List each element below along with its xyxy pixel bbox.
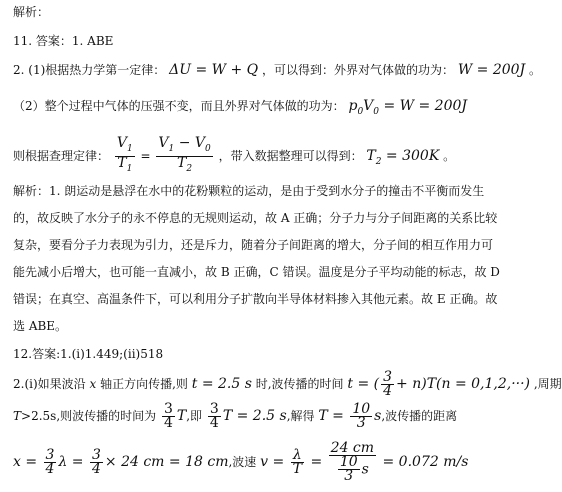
fraction-v1v0-t2: $\frac{V_1 - V_0}{T_2}$ <box>158 135 211 174</box>
expl-line: 解析：1. 朗运动是悬浮在水中的花粉颗粒的运动，是由于受到水分子的撞击不平衡而发生 <box>13 184 485 198</box>
formula-t-general: t = ( $\frac{3}{4}$ + n)T(n = 0,1,2,···) <box>347 368 531 399</box>
var-T: T <box>13 409 22 423</box>
expl-line: 复杂，要看分子力表现为引力，还是斥力，随着分子间距离的增大，分子间的相互作用力可 <box>13 238 494 252</box>
formula-work: W = 200J <box>457 62 526 78</box>
formula-period: T = $\frac{10}{3}$ s <box>318 400 382 431</box>
text: 轴正方向传播,则 <box>100 377 188 391</box>
text: >2.5s,则波传播的时间为 <box>21 409 157 423</box>
text: ,波传播的距离 <box>381 409 458 423</box>
q12-answer: 12.答案:1.(i)1.449;(ii)518 <box>13 347 164 361</box>
q12-line3 <box>13 440 468 484</box>
expl-line: 能先减小后增大，也可能一直减小，故 B 正确，C 错误。温度是分子平均动能的标志，故 D <box>13 265 500 279</box>
formula-velocity: v = $\frac{\lambda}{T}$ = 24 cm $\frac{10}{3}$ s = 0.072 m/s <box>260 439 469 484</box>
text: 则根据查理定律： <box>13 148 110 163</box>
text: ,波速 <box>228 455 257 469</box>
formula-first-law: ΔU = W + Q <box>169 62 259 78</box>
q12-line1 <box>13 370 562 398</box>
text: ，可以得到：外界对气体做的功为： <box>261 63 454 77</box>
formula-distance: x = $\frac{3}{4}$ λ = $\frac{3}{4}$ × 24 cm = 18 cm <box>13 446 229 477</box>
text: 2. (1)根据热力学第一定律： <box>13 63 166 77</box>
expl-line: 选 ABE。 <box>13 319 68 333</box>
q11-part3-line: 则根据查理定律： $\frac{V_1}{T_1}$ = $\frac{V_1 - V_0}{T_2}$ ，带入数据整理可以得到： $T_2 = 300K$ 。 <box>13 135 456 174</box>
q11-part2-line: 2. (1)根据热力学第一定律： ΔU = W + Q ，可以得到：外界对气体做的功为： W = 200J 。 <box>13 62 541 78</box>
heading: 解析： <box>13 5 50 19</box>
q11-part2-2-line <box>13 98 467 120</box>
text: ，带入数据整理可以得到： <box>218 148 363 163</box>
fraction-v1-t1: $\frac{V_1}{T_1}$ <box>116 135 133 174</box>
formula-pv: $p_0V_0 = W = 200J$ <box>348 98 468 117</box>
q11-answer: 11. 答案：1. ABE <box>13 34 114 48</box>
text: ,解得 <box>286 409 315 423</box>
formula-t: t = 2.5 s <box>191 376 252 392</box>
text: 2.(i)如果波沿 <box>13 377 86 391</box>
text: （2）整个过程中气体的压强不变，而且外界对气体做的功为： <box>13 99 345 113</box>
expl-line: 错误；在真空、高温条件下，可以利用分子扩散向半导体材料掺入其他元素。故 E 正确。故 <box>13 292 498 306</box>
text: ,周期 <box>533 377 562 391</box>
fraction-3-4: $\frac{3}{4}$ <box>209 401 219 431</box>
text: ,即 <box>186 409 203 423</box>
q12-line2: T>2.5s,则波传播的时间为 $\frac{3}{4}$ T,即 $\frac{3}{4}$ T = 2.5 s,解得 T = $\frac{10}{3}$ s,波传播的距离 <box>13 400 458 431</box>
var-x: x <box>89 377 97 391</box>
formula-t2: $T_2 = 300K$ <box>366 147 440 167</box>
expl-line: 的，故反映了水分子的永不停息的无规则运动，故 A 正确；分子力与分子间距离的关系比较 <box>13 211 498 225</box>
fraction-3-4: $\frac{3}{4}$ <box>163 401 173 431</box>
text: 时,波传播的时间 <box>255 377 344 391</box>
